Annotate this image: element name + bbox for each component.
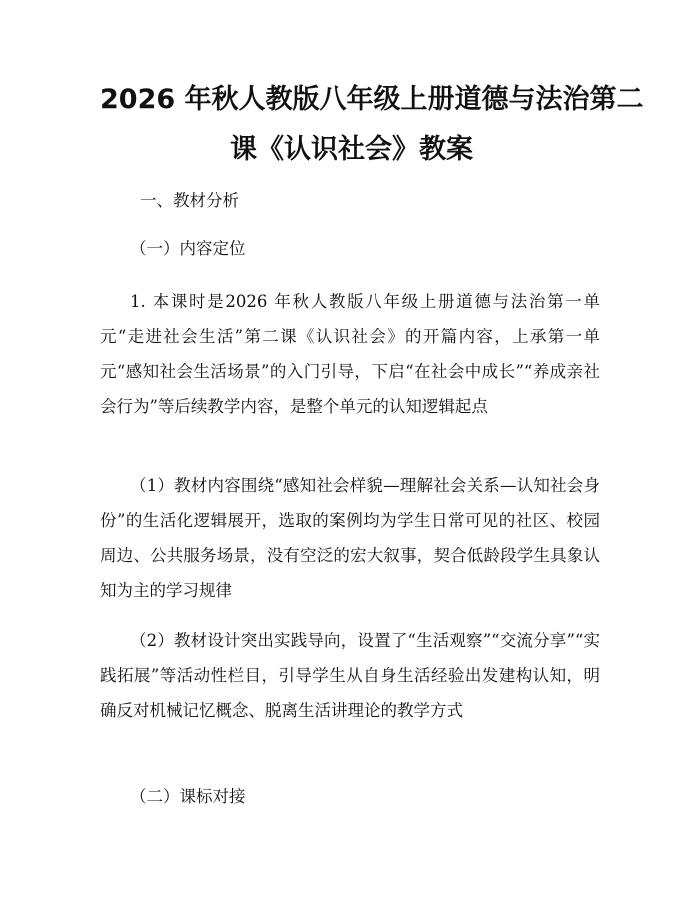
paragraph-2-text: （1）教材内容围绕“感知社会样貌—理解社会关系—认知社会身份”的生活化逻辑展开，选取的案例均为学生日常可见的社区、校园周边、公共服务场景，没有空泛的宏大叙事，契合低龄段学生具象认知为主的学习规律 <box>100 476 600 600</box>
paragraph-2 <box>100 468 600 608</box>
subheading-content-positioning: （一）内容定位 <box>130 239 246 258</box>
document-title-line-2: 课《认识社会》教案 <box>230 134 473 165</box>
paragraph-3-text: （2）教材设计突出实践导向，设置了“生活观察”“交流分享”“实践拓展”等活动性栏目，引导学生从自身生活经验出发建构认知，明确反对机械记忆概念、脱离生活讲理论的教学方式 <box>100 631 600 720</box>
paragraph-3 <box>100 623 600 728</box>
subheading-curriculum-alignment: （二）课标对接 <box>130 787 246 806</box>
section-heading-textbook-analysis: 一、教材分析 <box>140 191 239 210</box>
document-title-line-1: 2026 年秋人教版八年级上册道德与法治第二 <box>100 84 644 115</box>
paragraph-1-text: 1. 本课时是2026 年秋人教版八年级上册道德与法治第一单元“走进社会生活”第二课《认识社会》的开篇内容，上承第一单元“感知社会生活场景”的入门引导，下启“在社会中成长”“养成亲社会行为”等后续教学内容，是整个单元的认知逻辑起点 <box>100 292 600 416</box>
paragraph-1 <box>100 284 600 424</box>
